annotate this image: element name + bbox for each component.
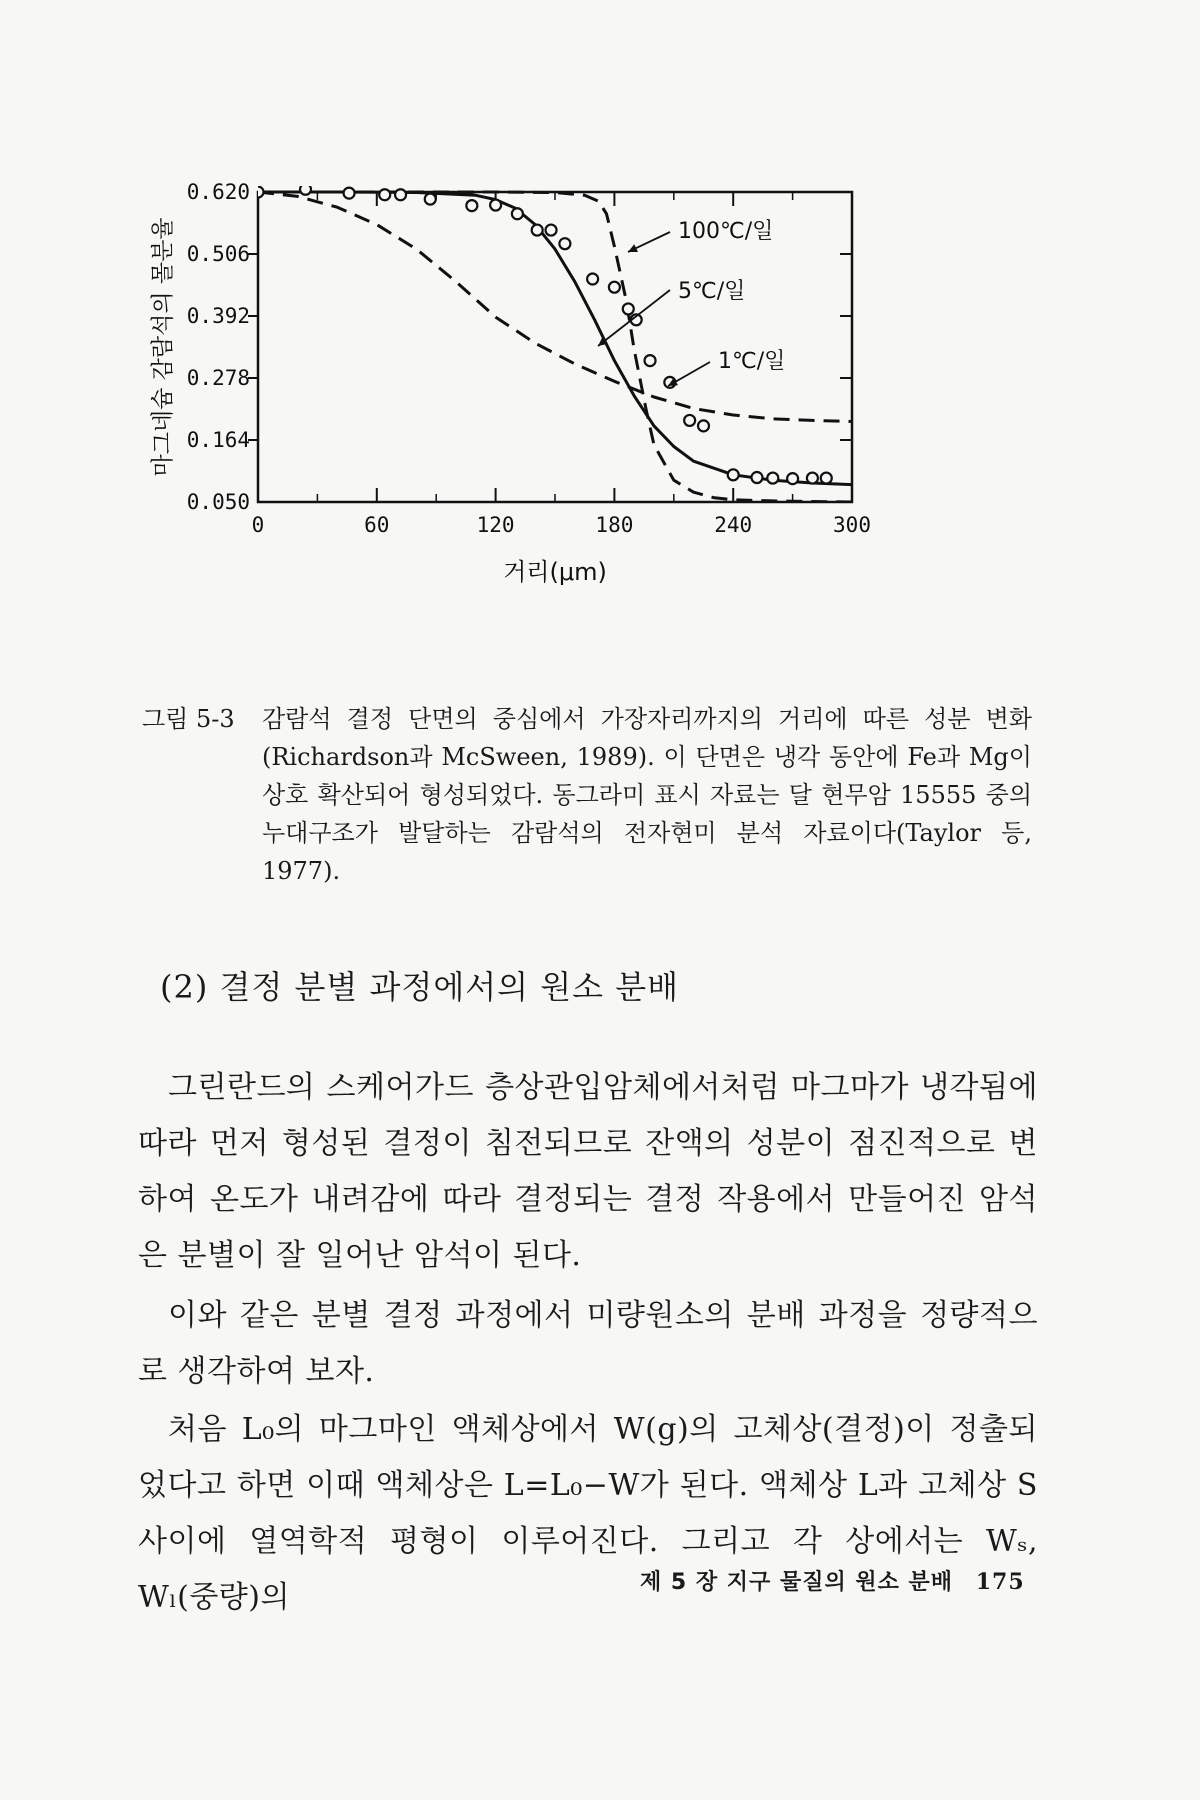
data-point-marker (512, 208, 523, 219)
paragraph: 그린란드의 스케어가드 층상관입암체에서처럼 마그마가 냉각됨에 따라 먼저 형성된 결정이 침전되므로 잔액의 성분이 점진적으로 변하여 온도가 내려감에 따라 결정되는 결정 작용에서 만들어진 암석은 분별이 잘 일어난 암석이 된다. (138, 1070, 1038, 1273)
section-title: (2) 결정 분별 과정에서의 원소 분배 (160, 968, 680, 1006)
data-point-marker (253, 187, 264, 198)
x-axis-label: 거리(μm) (503, 558, 607, 586)
data-point-marker (821, 473, 832, 484)
page-number: 175 (975, 1569, 1025, 1595)
data-point-marker (623, 303, 634, 314)
annotation-label: 100℃/일 (678, 219, 774, 244)
data-point-marker (807, 473, 818, 484)
y-tick-label: 0.620 (186, 180, 250, 204)
figure-chart (150, 170, 1010, 670)
page-footer (640, 1565, 1025, 1596)
paragraph: 처음 L₀의 마그마인 액체상에서 W(g)의 고체상(결정)이 정출되었다고 하면 이때 액체상은 L=L₀−W가 된다. 액체상 L과 고체상 S 사이에 열역학적 평형이 이루어진다. 그리고 각 상에서는 Wₛ, Wₗ(중량)의 (138, 1412, 1038, 1615)
data-point-marker (751, 472, 762, 483)
caption-text: 감람석 결정 단면의 중심에서 가장자리까지의 거리에 따른 성분 변화(Richardson과 McSween, 1989). 이 단면은 냉각 동안에 Fe과 Mg이 상호 확산되어 형성되었다. 동그라미 표시 자료는 달 현무암 15555 중의 누대구조가 발달하는 감람석의 전자현미 분석 자료이다(Taylor 등, 1977). (262, 705, 1032, 885)
data-point-marker (466, 200, 477, 211)
y-tick-label: 0.392 (186, 304, 250, 328)
data-point-marker (532, 225, 543, 236)
x-tick-label: 60 (364, 513, 390, 537)
x-tick-label: 300 (833, 513, 871, 537)
data-point-marker (787, 473, 798, 484)
data-point-marker (698, 420, 709, 431)
x-tick-label: 180 (595, 513, 634, 537)
y-tick-label: 0.506 (186, 242, 250, 266)
data-point-marker (300, 184, 311, 195)
data-point-marker (767, 473, 778, 484)
data-point-marker (379, 189, 390, 200)
x-tick-label: 0 (251, 513, 265, 537)
annotation-label: 5℃/일 (678, 279, 746, 304)
y-axis-label: 마그네슘 감람석의 몰분율 (150, 217, 176, 477)
y-tick-label: 0.050 (186, 490, 250, 514)
data-point-marker (490, 200, 501, 211)
data-point-marker (587, 274, 598, 285)
data-point-marker (395, 189, 406, 200)
data-point-marker (546, 225, 557, 236)
annotation-label: 1℃/일 (718, 349, 786, 374)
paragraph: 이와 같은 분별 결정 과정에서 미량원소의 분배 과정을 정량적으로 생각하여 보자. (138, 1298, 1038, 1389)
data-point-marker (559, 238, 570, 249)
chapter-title: 제 5 장 지구 물질의 원소 분배 (640, 1570, 954, 1595)
data-point-marker (645, 355, 656, 366)
data-point-marker (344, 188, 355, 199)
data-point-marker (609, 282, 620, 293)
y-tick-label: 0.164 (186, 428, 250, 452)
data-point-marker (728, 469, 739, 480)
data-point-marker (425, 194, 436, 205)
y-tick-label: 0.278 (186, 366, 250, 390)
chart-svg (150, 170, 1010, 670)
annotation-leader (598, 290, 670, 346)
x-tick-label: 120 (476, 513, 515, 537)
x-tick-label: 240 (714, 513, 753, 537)
caption-label: 그림 5-3 (142, 705, 235, 733)
data-point-marker (684, 415, 695, 426)
